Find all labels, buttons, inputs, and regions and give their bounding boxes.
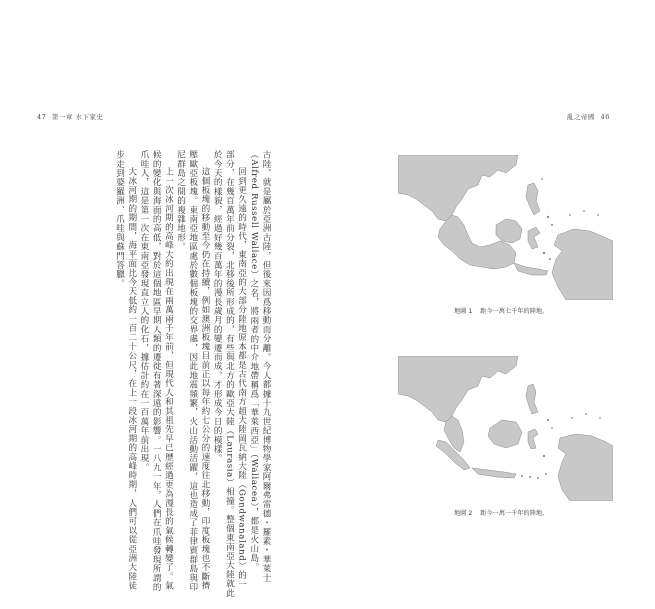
map-2-graphic: [398, 356, 613, 501]
left-running-title: 水下家史: [75, 113, 104, 121]
sahul: [552, 229, 613, 300]
right-page-header: [567, 112, 613, 121]
right-page-number: 46: [600, 113, 610, 121]
paragraph: 回到更久遠的時代，東南亞的大部分陸地原本都是古代南方超大陸岡瓦納大陸（Gondwanaland）的一部分，在幾百萬年前分裂，北移後所形成的，有些與北方的歐亞大陸（Laurasia）相撞。整個東南亞大陸就此於今天的樣貌，經過好幾百萬年的漫長歲月的變遷而成，才形成今日的模樣。: [212, 150, 247, 598]
paragraph: 古陸，就是屬於亞洲古陸，但後來因爲移動而分離。今人都據十九世紀博物學家阿爾弗雷德・羅素・華萊士（Alfred Russell Wallace）之名，將兩者的中介地帶稱爲「華萊西亞」（Wallacea），都是火山島。: [248, 150, 271, 583]
map-2-label: 地圖 2: [454, 510, 473, 517]
left-page-number: 47: [37, 113, 47, 121]
map-1-caption: [454, 306, 548, 315]
paragraph: 大冰河期的期間，海平面比今天低約一百二十公尺，在上一段冰河期的高峰時期，人們可以從亞洲大陸徒步走到婆羅洲、爪哇與蘇門答臘。: [114, 150, 137, 591]
left-page-header: [34, 112, 103, 121]
map-1-graphic: [398, 155, 613, 300]
map-2-caption: [454, 508, 548, 517]
map-17000-years-ago: [398, 155, 613, 300]
map-2-caption-text: 距今一萬一千年的陸地。: [480, 510, 549, 517]
sahul: [558, 434, 613, 501]
map-1-caption-text: 距今一萬七千年的陸地。: [480, 308, 549, 315]
paragraph: 上一次冰河期的高峰大約出現在兩萬兩千年前，但現代人和其祖先早已歷經過更為漫長的氣候轉變了。氣候的變化與海面的高低，對於這個地區早期人類的遷徙有著深遠的影響。一八九一年，人們在爪哇發現所謂的爪哇人，這是第一次在東南亞發現直立人的化石，據估計約在一百萬年前出現。: [138, 150, 174, 592]
map-11000-years-ago: [398, 356, 613, 501]
left-chapter-label: 第一章: [51, 113, 73, 121]
right-running-title: 亂之帝國: [567, 113, 595, 121]
map-1-label: 地圖 1: [454, 308, 473, 315]
vertical-body-text: [48, 150, 272, 598]
paragraph: 這個板塊的移動至今仍在持續，例如澳洲板塊目前正以每年約七公分的速度往北移動，印度板塊也不斷擠壓歐亞板塊。東南亞地區處於數個板塊的交界處，因此地震頻繁，火山活動活躍，這也造成了菲律賓群島與印尼群島之間的複雜地形。: [175, 150, 210, 592]
